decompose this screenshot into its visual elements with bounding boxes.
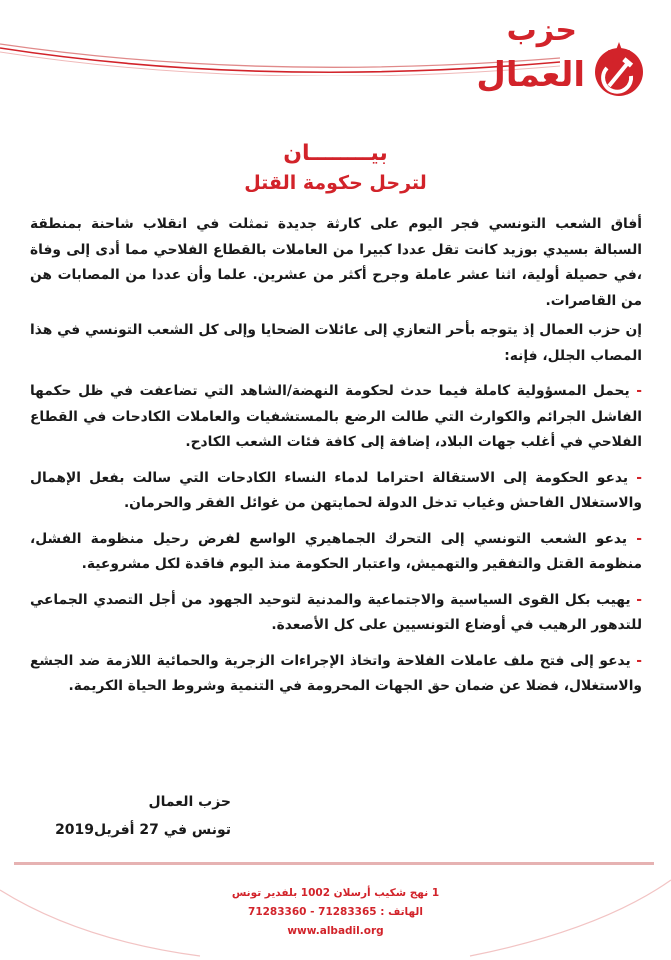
bullet-dash: - bbox=[636, 530, 642, 547]
paragraph-point-5 bbox=[30, 649, 642, 700]
paragraph-point-1 bbox=[30, 379, 642, 456]
signature-party: حزب العمال bbox=[148, 794, 231, 810]
paragraph-text: يدعو الحكومة إلى الاستقالة احتراما لدماء النساء الكادحات التي سالت بفعل الإهمال والاستغلال الفاحش وغياب تدخل الدولة لحمايتهن من غوائل الفقر والحرمان. bbox=[30, 469, 642, 511]
paragraph-point-2 bbox=[30, 466, 642, 517]
footer-website-link[interactable]: www.albadil.org bbox=[287, 925, 384, 937]
party-logo bbox=[476, 13, 651, 124]
footer-phone: الهاتف : 71283365 - 71283360 bbox=[248, 906, 423, 918]
paragraph-text: يدعو الشعب التونسي إلى التحرك الجماهيري الواسع لفرض رحيل منظومة الفشل، منظومة القتل والتفقير والتهميش، واعتبار الحكومة منذ اليوم فاقدة لكل مشروعية. bbox=[30, 530, 642, 572]
statement-subtitle: لترحل حكومة القتل bbox=[244, 172, 427, 194]
title-block bbox=[0, 140, 671, 196]
bullet-dash: - bbox=[636, 591, 642, 608]
logo-line1: حزب bbox=[506, 13, 577, 48]
paragraph-text: أفاق الشعب التونسي فجر اليوم على كارثة جديدة تمثلت في انقلاب شاحنة بمنطقة السبالة بسيدي بوزيد كانت تقل عددا كبيرا من العاملات بالقطاع الفلاحي مما أدى إلى وفاة ،في حصيلة أولية، اثنا عشر عاملة وجرح أكثر من عشرين. علما وأن عددا من المصابات هن من القاصرات. bbox=[30, 216, 642, 309]
paragraph-text: إن حزب العمال إذ يتوجه بأحر التعازي إلى عائلات الضحايا وإلى كل الشعب التونسي في هذا المصاب الجلل، فإنه: bbox=[30, 322, 642, 364]
bullet-dash: - bbox=[636, 469, 642, 486]
paragraph-condolence bbox=[30, 318, 642, 369]
footer-address: 1 نهج شكيب أرسلان 1002 بلفدير تونس bbox=[231, 887, 440, 899]
statement-body bbox=[30, 212, 642, 710]
signature-block bbox=[31, 788, 231, 844]
footer-contact bbox=[0, 884, 671, 941]
logo-line2: العمال bbox=[476, 55, 585, 95]
footer-divider bbox=[14, 862, 654, 865]
hammer-sickle-star-icon bbox=[587, 38, 651, 102]
paragraph-text: يدعو إلى فتح ملف عاملات الفلاحة واتخاذ الإجراءات الزجرية والحمائية اللازمة ضد الجشع والاستغلال، فضلا عن ضمان حق الجهات المحرومة في التنمية وشروط الحياة الكريمة. bbox=[30, 652, 642, 694]
statement-title: بيــــــــان bbox=[283, 141, 388, 166]
paragraph-point-4 bbox=[30, 588, 642, 639]
paragraph-text: يحمل المسؤولية كاملة فيما حدث لحكومة النهضة/الشاهد التي تضاعفت في ظل حكمها الفاشل الجرائم والكوارث التي طالت الرضع بالمستشفيات والعاملات الكادحات في القطاع الفلاحي في أغلب جهات البلاد، إضافة إلى كافة فئات الشعب الكادح. bbox=[30, 383, 642, 450]
paragraph-text: يهيب بكل القوى السياسية والاجتماعية والمدنية لتوحيد الجهود من أجل التصدي الجماعي للتدهور الرهيب في أوضاع التونسيين على كل الأصعدة. bbox=[30, 591, 642, 633]
bullet-dash: - bbox=[636, 383, 642, 399]
paragraph-point-3 bbox=[30, 527, 642, 578]
signature-date: تونس في 27 أفريل2019 bbox=[55, 822, 231, 838]
bullet-dash: - bbox=[636, 652, 642, 669]
paragraph-intro bbox=[30, 212, 642, 314]
